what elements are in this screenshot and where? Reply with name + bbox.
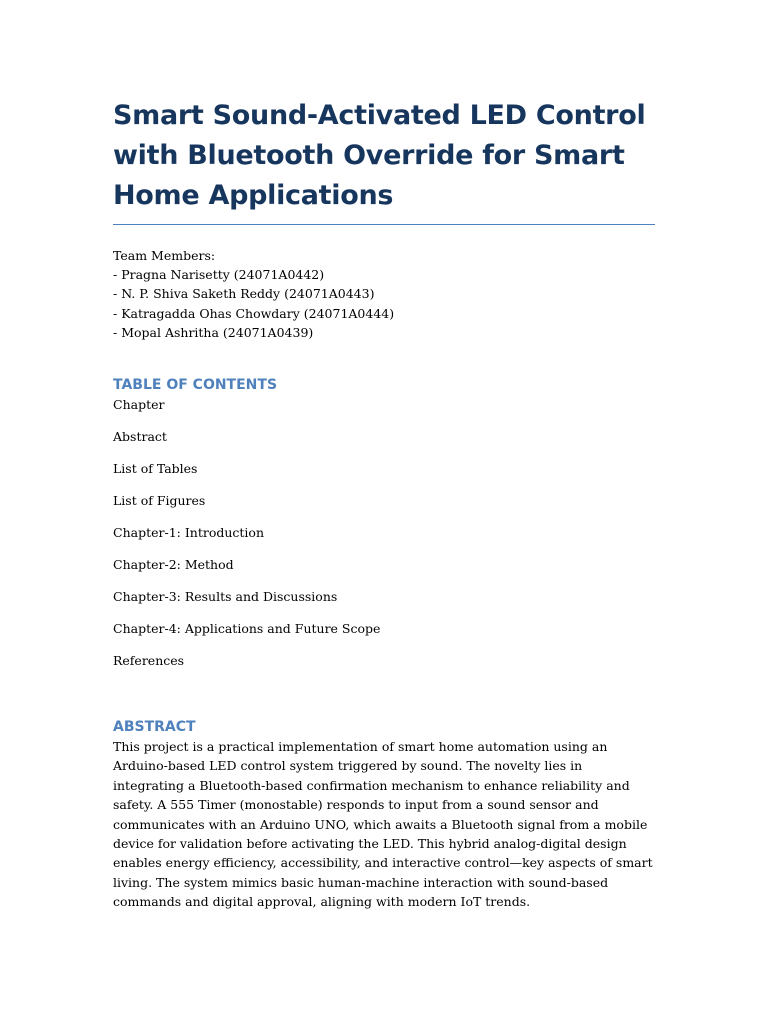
toc-heading: TABLE OF CONTENTS xyxy=(113,377,278,394)
abstract-heading: ABSTRACT xyxy=(113,719,196,736)
team-member: - Katragadda Ohas Chowdary (24071A0444) xyxy=(113,305,395,321)
team-member: - Mopal Ashritha (24071A0439) xyxy=(113,324,314,340)
toc-item: Chapter-3: Results and Discussions xyxy=(113,589,338,605)
toc-item: List of Figures xyxy=(113,493,206,509)
toc-item: List of Tables xyxy=(113,461,198,477)
team-members-label: Team Members: xyxy=(113,248,216,263)
toc-item: Abstract xyxy=(113,429,167,445)
toc-item: Chapter-1: Introduction xyxy=(113,525,264,541)
toc-item: Chapter xyxy=(113,397,165,413)
abstract-text: This project is a practical implementation of smart home automation using an Arduino-based LED control system triggered by sound. The novelty lies in integrating a Bluetooth-based confirmation mechanism to enhance reliability and safety. A 555 Timer (monostable) responds to input from a sound sensor and communicates with an Arduino UNO, which awaits a Bluetooth signal from a mobile device for validation before activating the LED. This hybrid analog-digital design enables energy efficiency, accessibility, and interactive control—key aspects of smart living. The system mimics basic human-machine interaction with sound-based commands and digital approval, aligning with modern IoT trends. xyxy=(113,739,653,910)
team-member: - N. P. Shiva Saketh Reddy (24071A0443) xyxy=(113,286,375,302)
toc-list xyxy=(113,395,655,683)
document-title: Smart Sound-Activated LED Control with Bluetooth Override for Smart Home Applications xyxy=(113,96,655,225)
team-members-block xyxy=(113,246,655,342)
toc-item: Chapter-4: Applications and Future Scope xyxy=(113,621,381,637)
document-page xyxy=(113,96,655,912)
toc-item: References xyxy=(113,653,185,669)
team-member: - Pragna Narisetty (24071A0442) xyxy=(113,267,325,283)
toc-item: Chapter-2: Method xyxy=(113,557,234,573)
